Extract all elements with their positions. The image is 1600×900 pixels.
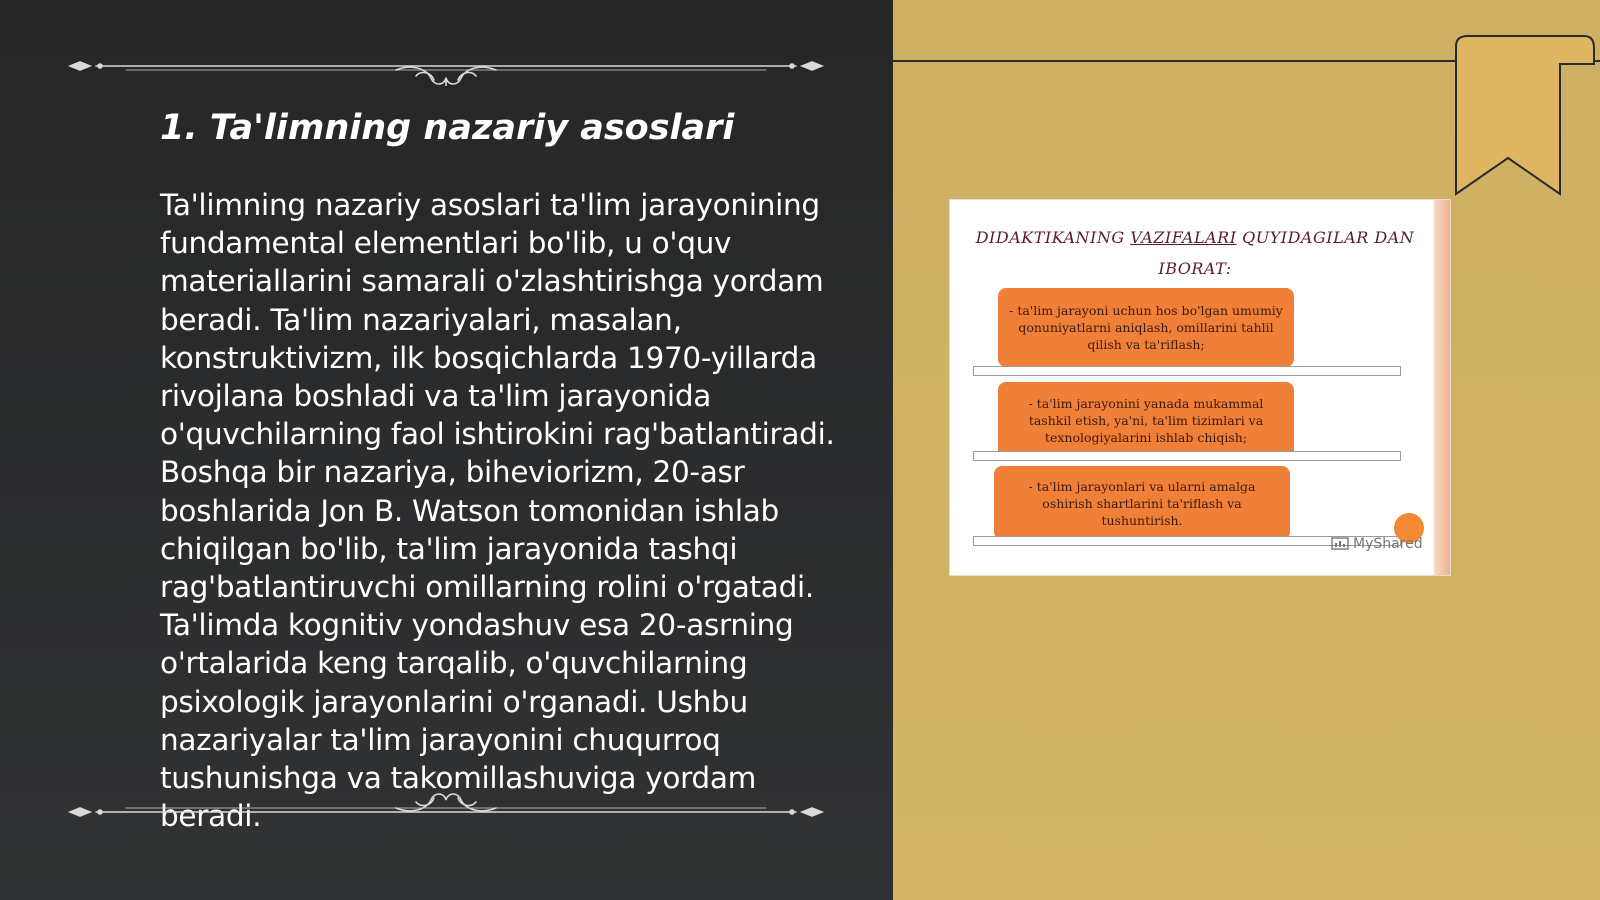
divider-bar-1 xyxy=(973,366,1401,376)
didaktika-image xyxy=(950,200,1450,575)
task-box-3: - ta'lim jarayonlari va ularni amalga oshirish shartlarini ta'riflash va tushuntirish. xyxy=(994,466,1290,540)
image-heading-part2: QUYIDAGILAR DAN IBORAT: xyxy=(1158,228,1415,278)
bookmark-ribbon-icon xyxy=(1434,34,1600,200)
task-box-1: - ta'lim jarayoni uchun hos bo'lgan umumiy qonuniyatlarni aniqlash, omillarini tahlil qilish va ta'riflash; xyxy=(998,288,1294,367)
image-heading-part1: DIDAKTIKANING xyxy=(975,228,1131,247)
ornament-divider-bottom-icon xyxy=(66,792,826,832)
ornament-divider-top-icon xyxy=(66,46,826,86)
task-box-2: - ta'lim jarayonini yanada mukammal tashkil etish, ya'ni, ta'lim tizimlari va texnologiyalarini ishlab chiqish; xyxy=(998,382,1294,458)
image-heading-underlined: VAZIFALARI xyxy=(1130,228,1237,247)
watermark xyxy=(1331,536,1423,552)
divider-bar-2 xyxy=(973,451,1401,461)
watermark-text: MyShared xyxy=(1353,536,1423,552)
slide-title: 1. Ta'limning nazariy asoslari xyxy=(160,108,735,148)
myshared-logo-icon xyxy=(1331,536,1349,552)
image-heading xyxy=(970,222,1420,284)
slide-body-text: Ta'limning nazariy asoslari ta'lim jarayonining fundamental elementlari bo'lib, u o'quv materiallarini samarali o'zlashtirishga yordam beradi. Ta'lim nazariyalari, masalan, konstruktivizm, ilk bosqichlarda 1970-yillarda rivojlana boshladi va ta'lim jarayonida o'quvchilarning faol ishtirokini rag'batlantiradi. Boshqa bir nazariya, biheviorizm, 20-asr boshlarida Jon B. Watson tomonidan ishlab chiqilgan bo'lib, ta'lim jarayonida tashqi rag'batlantiruvchi omillarning rolini o'rgatadi. Ta'limda kognitiv yondashuv esa 20-asrning o'rtalarida keng tarqalib, o'quvchilarning psixologik jarayonlarini o'rganadi. Ushbu nazariyalar ta'lim jarayonini chuqurroq tushunishga va takomillashuviga yordam beradi. xyxy=(160,188,835,834)
image-edge-decoration xyxy=(1434,200,1450,575)
